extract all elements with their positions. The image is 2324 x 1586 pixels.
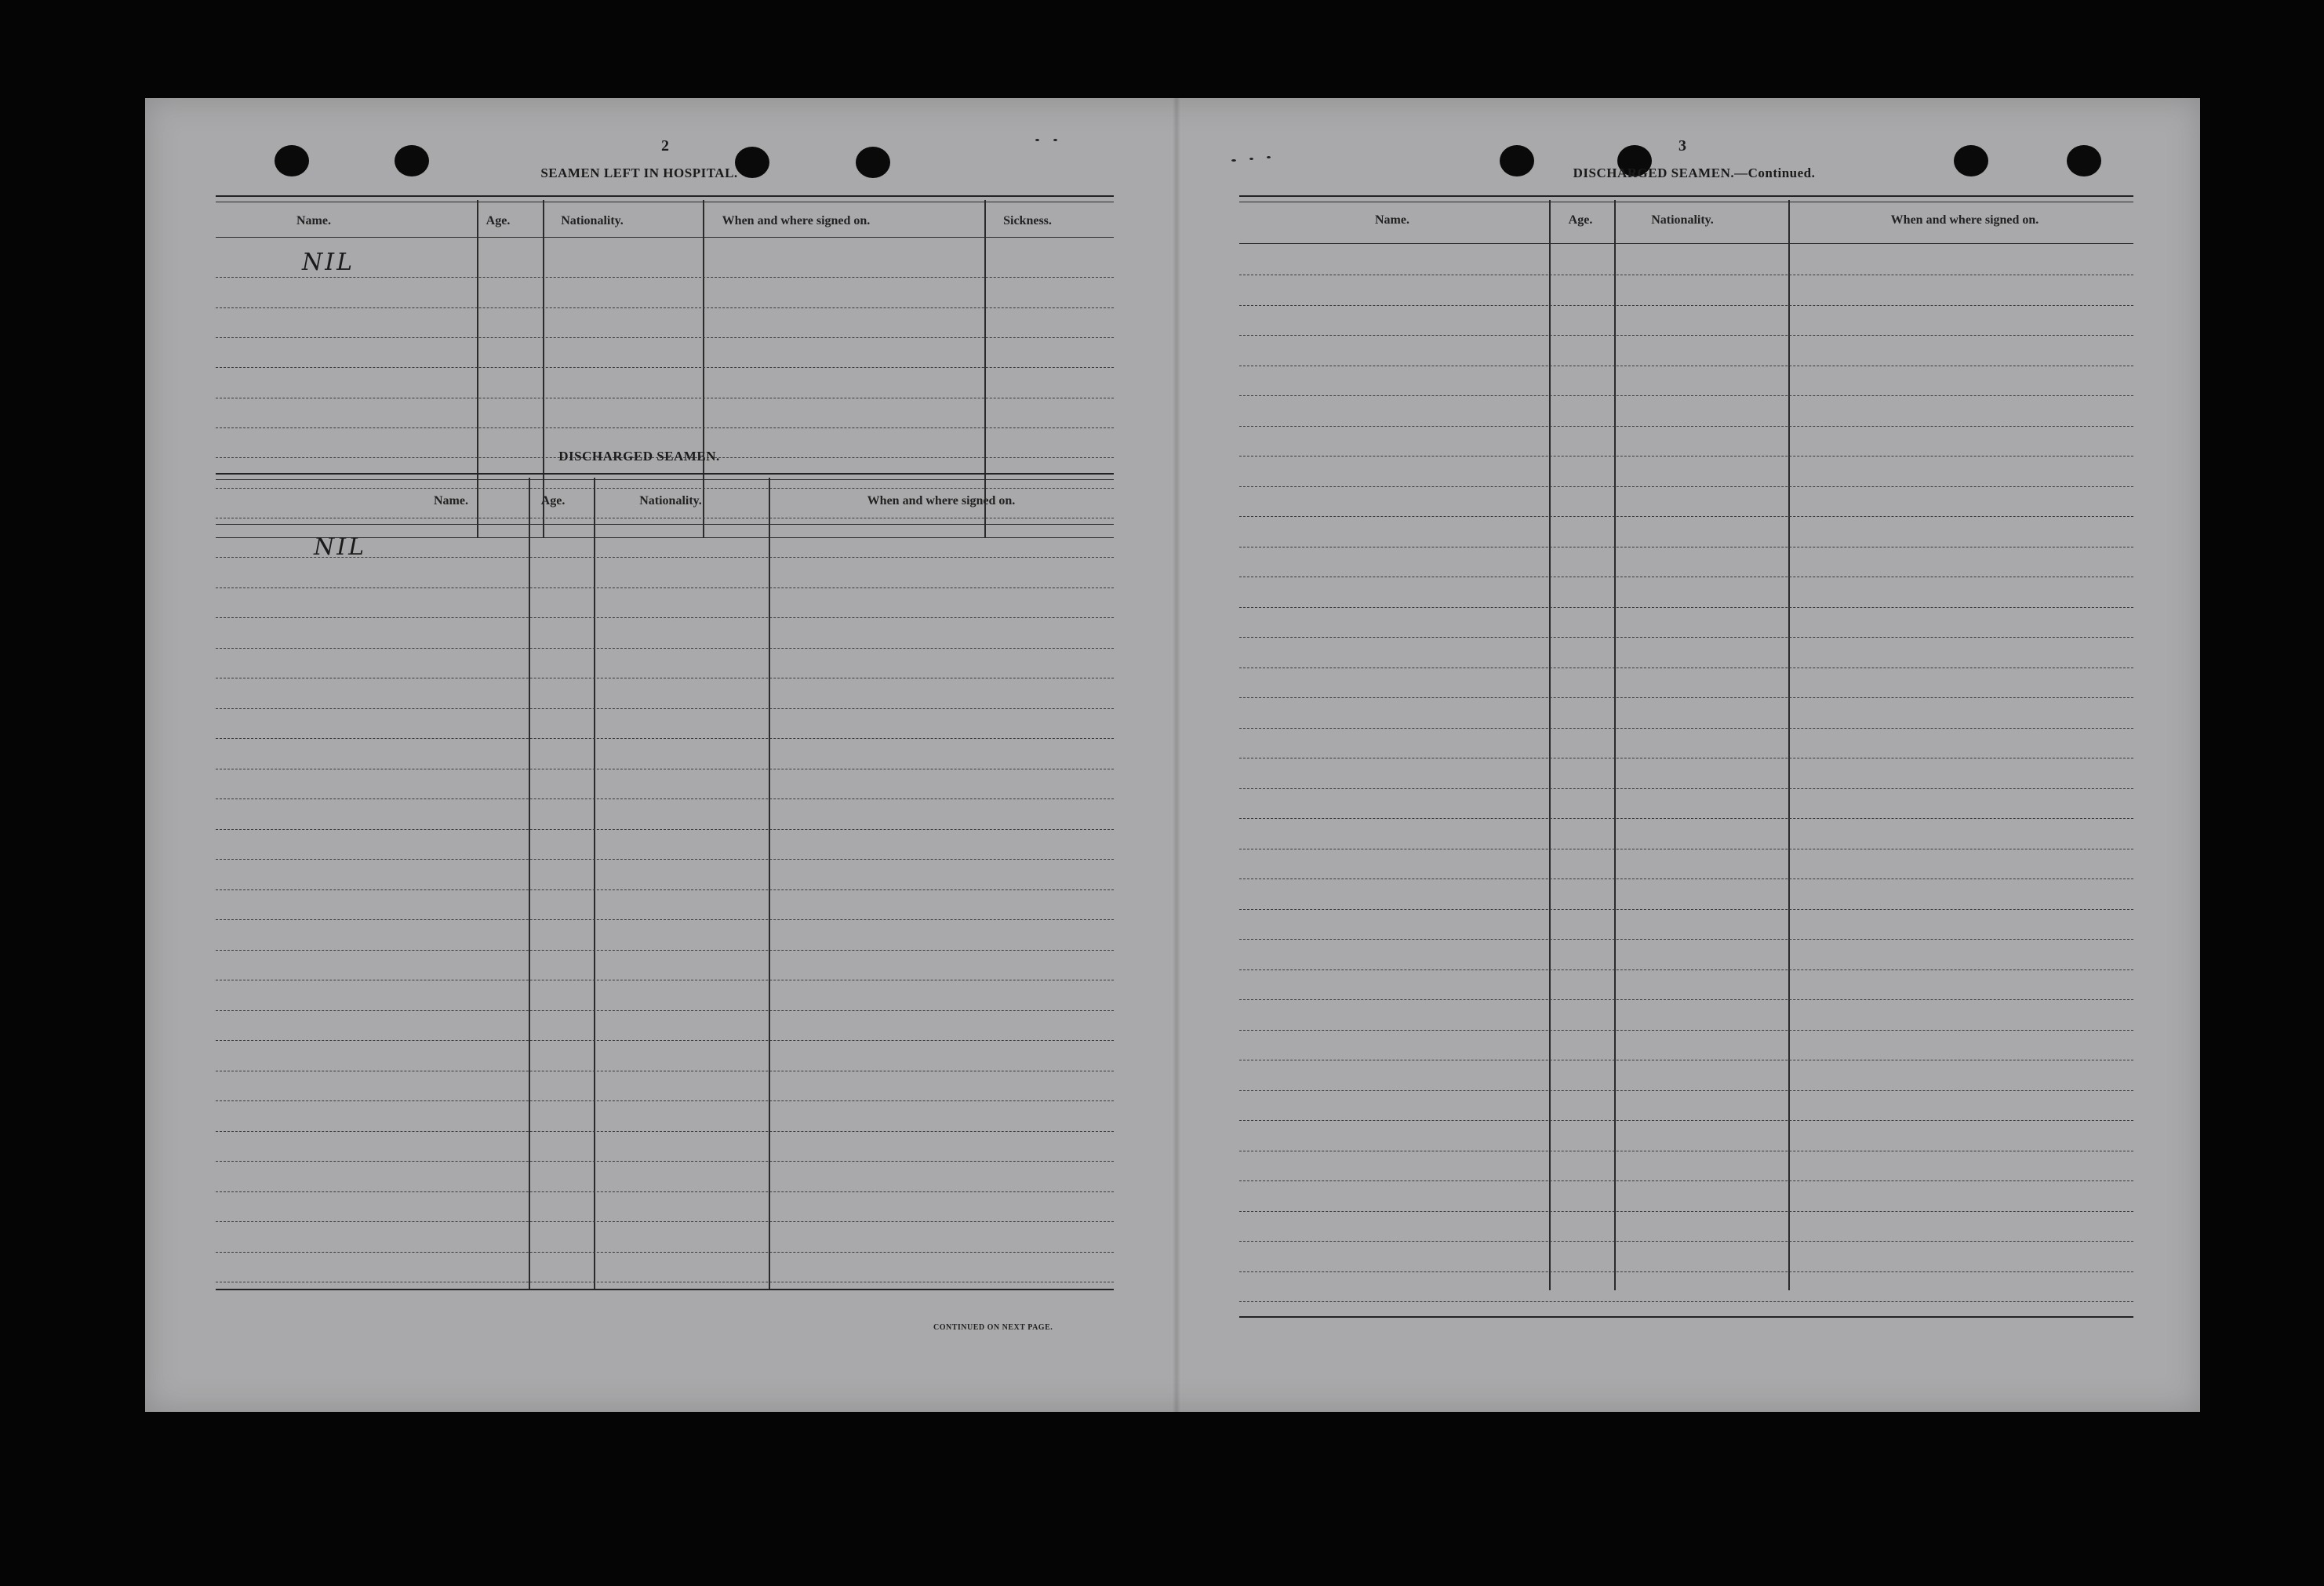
ruled-row (1239, 969, 2133, 970)
ruled-row (1239, 456, 2133, 457)
stray-mark (1035, 139, 1039, 141)
ruled-row (216, 1040, 1114, 1041)
ruled-row (216, 277, 1114, 278)
ruled-row (216, 1221, 1114, 1222)
ruled-row (1239, 878, 2133, 879)
punch-hole (395, 145, 429, 176)
column-header-age: Age. (486, 214, 511, 227)
table-bottom-rule (1239, 1316, 2133, 1318)
ruled-row (216, 337, 1114, 338)
column-header-name: Name. (296, 214, 331, 227)
ruled-row (1239, 939, 2133, 940)
ruled-row (1239, 1301, 2133, 1302)
ruled-row (1239, 607, 2133, 608)
ruled-row (1239, 788, 2133, 789)
discharged-section-title: DISCHARGED SEAMEN. (558, 449, 720, 464)
ruled-row (216, 1010, 1114, 1011)
column-header-age: Age. (540, 494, 566, 507)
column-divider (769, 478, 770, 1289)
stray-mark (1267, 156, 1271, 158)
ruled-row (216, 488, 1114, 489)
ruled-row (216, 950, 1114, 951)
ruled-row (1239, 1211, 2133, 1212)
ruled-row (216, 919, 1114, 920)
column-header-signed-on: When and where signed on. (1890, 213, 2039, 227)
column-header-sickness: Sickness. (1003, 214, 1052, 227)
ruled-row (1239, 818, 2133, 819)
ruled-row (1239, 1030, 2133, 1031)
ruled-row (1239, 999, 2133, 1000)
column-divider (529, 478, 530, 1289)
column-divider (594, 478, 595, 1289)
ruled-row (216, 1161, 1114, 1162)
column-header-nationality: Nationality. (639, 494, 702, 507)
punch-hole (275, 145, 309, 176)
column-divider (703, 200, 704, 537)
ruled-row (216, 307, 1114, 308)
continued-note: CONTINUED ON NEXT PAGE. (933, 1323, 1053, 1332)
column-header-name: Name. (1375, 213, 1409, 227)
ruled-row (216, 889, 1114, 890)
scanned-document (145, 98, 2200, 1412)
punch-hole (2067, 145, 2101, 176)
hospital-entry-handwritten: NIL (302, 249, 355, 276)
page-number: 3 (1678, 137, 1686, 155)
discharged-continued-title: DISCHARGED SEAMEN.—Continued. (1573, 166, 1816, 180)
table-rule (216, 479, 1114, 480)
ruled-row (216, 1131, 1114, 1132)
ruled-row (1239, 697, 2133, 698)
column-header-signed-on: When and where signed on. (867, 494, 1016, 507)
column-header-nationality: Nationality. (1651, 213, 1714, 227)
ruled-row (1239, 395, 2133, 396)
ruled-row (1239, 1120, 2133, 1121)
ruled-row (1239, 637, 2133, 638)
ruled-row (216, 1191, 1114, 1192)
ruled-row (216, 367, 1114, 368)
discharged-entry-handwritten: NIL (314, 533, 367, 561)
hospital-section-title: SEAMEN LEFT IN HOSPITAL. (540, 166, 738, 180)
ruled-row (1239, 1090, 2133, 1091)
column-divider (1788, 200, 1790, 1290)
ruled-row (216, 798, 1114, 799)
ruled-row (216, 1100, 1114, 1101)
ruled-row (216, 648, 1114, 649)
ruled-row (1239, 305, 2133, 306)
ruled-row (1239, 1241, 2133, 1242)
table-bottom-rule (216, 1289, 1114, 1290)
ruled-row (216, 859, 1114, 860)
table-rule (216, 473, 1114, 475)
header-rule (1239, 243, 2133, 244)
ruled-row (216, 708, 1114, 709)
column-header-nationality: Nationality. (561, 214, 624, 227)
ruled-row (216, 829, 1114, 830)
ruled-row (1239, 728, 2133, 729)
page-number: 2 (661, 137, 669, 155)
column-header-signed-on: When and where signed on. (722, 214, 871, 227)
ruled-row (216, 617, 1114, 618)
ruled-row (1239, 1271, 2133, 1272)
ruled-row (216, 427, 1114, 428)
column-divider (1549, 200, 1551, 1290)
table-rule (216, 195, 1114, 197)
punch-hole (1954, 145, 1988, 176)
column-divider (984, 200, 986, 537)
column-header-name: Name. (434, 494, 468, 507)
stray-mark (1053, 139, 1057, 141)
ruled-row (1239, 909, 2133, 910)
header-rule (216, 237, 1114, 238)
ruled-row (1239, 335, 2133, 336)
stray-mark (1231, 159, 1236, 162)
column-header-age: Age. (1568, 213, 1593, 227)
stray-mark (1249, 158, 1253, 160)
ruled-row (216, 587, 1114, 588)
punch-hole (856, 147, 890, 178)
column-divider (477, 200, 478, 537)
ruled-row (1239, 426, 2133, 427)
ruled-row (1239, 486, 2133, 487)
ruled-row (216, 738, 1114, 739)
ruled-row (1239, 516, 2133, 517)
ruled-row (216, 557, 1114, 558)
table-rule (1239, 195, 2133, 197)
ruled-row (216, 1252, 1114, 1253)
column-divider (543, 200, 544, 537)
center-fold (1173, 98, 1180, 1412)
header-rule (216, 524, 1114, 525)
ruled-row (1239, 1180, 2133, 1181)
column-divider (1614, 200, 1616, 1290)
